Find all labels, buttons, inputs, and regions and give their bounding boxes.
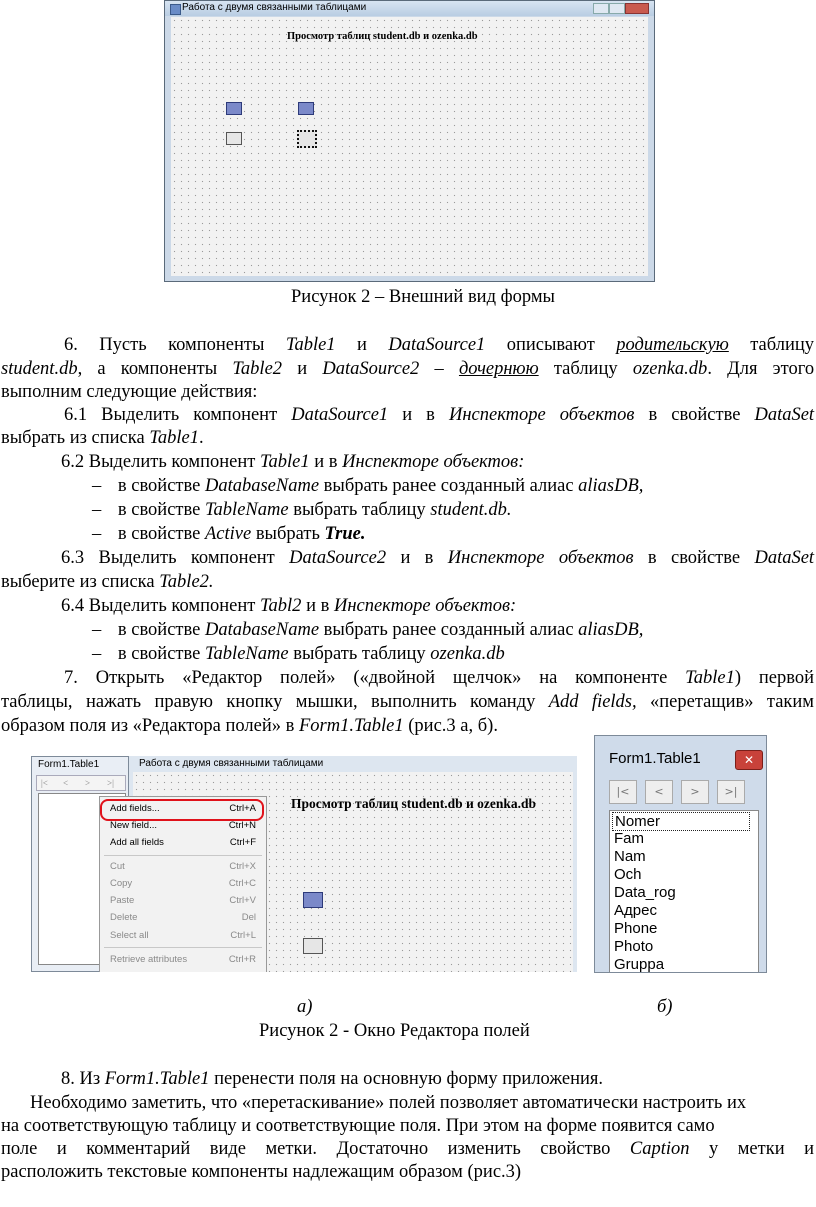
menu-item-select-all[interactable]: Select all Ctrl+L	[110, 930, 256, 941]
fields-editor-title-a: Form1.Table1	[38, 759, 100, 770]
figure-2b-fields-editor	[594, 735, 767, 973]
field-item[interactable]: Fam	[614, 830, 644, 847]
close-icon: ✕	[743, 753, 755, 767]
table1-component-icon[interactable]	[226, 102, 242, 115]
nav-next-icon[interactable]: >	[681, 780, 709, 804]
menu-item-delete[interactable]: Delete Del	[110, 912, 256, 923]
form-heading-a: Просмотр таблиц student.db и ozenka.db	[291, 796, 537, 811]
menu-item-add-all-fields[interactable]: Add all fields Ctrl+F	[110, 837, 256, 848]
para-7-line3: образом поля из «Редактора полей» в Form1.Table1 (рис.3 а, б).	[1, 716, 498, 736]
datasource2-component-icon-selected[interactable]	[297, 130, 317, 148]
table2-component-icon[interactable]	[298, 102, 314, 115]
figure-1-caption: Рисунок 2 – Внешний вид формы	[291, 287, 555, 307]
nav-next-icon[interactable]: >	[85, 778, 91, 788]
field-item[interactable]: Och	[614, 866, 642, 883]
para-6-4: 6.4 Выделить компонент Tabl2 и в Инспекторе объектов:	[61, 596, 517, 616]
bullet-6-2-2: – в свойстве TableName выбрать таблицу student.db.	[92, 500, 512, 520]
para-8-line3: на соответствующую таблицу и соответствующие поля. При этом на форме появится само	[1, 1116, 715, 1136]
para-8-line4: поле и комментарий виде метки. Достаточно изменить свойство Caption у метки и	[1, 1139, 815, 1159]
para-6-1-line2: выбрать из списка Table1.	[1, 428, 204, 448]
nav-first-icon[interactable]: |<	[41, 778, 48, 788]
form-heading: Просмотр таблиц student.db и ozenka.db	[287, 31, 478, 42]
app-icon	[170, 4, 181, 15]
para-6-3-line1: 6.3 Выделить компонент DataSource2 и в Инспекторе объектов в свойстве DataSet	[61, 548, 815, 568]
datasource1-component-icon[interactable]	[226, 132, 242, 145]
nav-prior-icon[interactable]: <	[645, 780, 673, 804]
para-6-2: 6.2 Выделить компонент Table1 и в Инспекторе объектов:	[61, 452, 525, 472]
para-7-line1: 7. Открыть «Редактор полей» («двойной щелчок» на компоненте Table1) первой	[64, 668, 814, 688]
table1-component-icon-a[interactable]	[303, 892, 323, 908]
figure-1-form-window	[164, 0, 655, 282]
context-menu	[99, 796, 267, 972]
minimize-button[interactable]	[593, 3, 609, 14]
para-6-1-line1: 6.1 Выделить компонент DataSource1 и в Инспекторе объектов в свойстве DataSet	[64, 405, 815, 425]
field-item[interactable]: Nomer	[612, 812, 750, 831]
nav-last-icon[interactable]: >|	[717, 780, 745, 804]
bullet-6-2-3: – в свойстве Active выбрать True.	[92, 524, 366, 544]
para-6-line3: выполним следующие действия:	[1, 382, 258, 402]
figure-2-caption: Рисунок 2 - Окно Редактора полей	[259, 1021, 530, 1041]
menu-item-new-field[interactable]: New field... Ctrl+N	[110, 820, 256, 831]
fields-editor-nav-a	[36, 775, 126, 791]
menu-separator	[104, 855, 262, 856]
para-6-line2: student.db, а компоненты Table2 и DataSource2 – дочернюю таблицу ozenka.db. Для этого	[1, 359, 815, 379]
form-canvas	[171, 17, 648, 276]
para-6-line1: 6. Пусть компоненты Table1 и DataSource1 описывают родительскую таблицу	[64, 335, 815, 355]
nav-first-icon[interactable]: |<	[609, 780, 637, 804]
para-8-line2: Необходимо заметить, что «перетаскивание» полей позволяет автоматически настроить их	[30, 1093, 747, 1113]
datasource1-component-icon-a[interactable]	[303, 938, 323, 954]
nav-prior-icon[interactable]: <	[63, 778, 69, 788]
menu-item-copy[interactable]: Copy Ctrl+C	[110, 878, 256, 889]
para-8-line1: 8. Из Form1.Table1 перенести поля на основную форму приложения.	[61, 1069, 604, 1089]
figure-2-label-b: б)	[657, 997, 673, 1017]
bullet-6-2-1: – в свойстве DatabaseName выбрать ранее созданный алиас aliasDB,	[92, 476, 644, 496]
para-6-3-line2: выберите из списка Table2.	[1, 572, 214, 592]
fields-editor-title-b: Form1.Table1	[609, 750, 701, 767]
main-window-title-a: Работа с двумя связанными таблицами	[139, 758, 324, 769]
fields-editor-nav-b	[609, 780, 755, 804]
figure-2a	[31, 756, 577, 972]
field-item[interactable]: Photo	[614, 938, 654, 955]
nav-last-icon[interactable]: >|	[107, 778, 114, 788]
close-button[interactable]	[625, 3, 649, 14]
field-item[interactable]: Gruppa	[614, 956, 665, 973]
close-button-b[interactable]	[735, 750, 763, 770]
para-8-line5: расположить текстовые компоненты надлежащим образом (рис.3)	[1, 1162, 522, 1182]
window-title: Работа с двумя связанными таблицами	[182, 2, 367, 13]
maximize-button[interactable]	[609, 3, 625, 14]
highlight-oval	[100, 799, 264, 821]
bullet-6-4-1: – в свойстве DatabaseName выбрать ранее созданный алиас aliasDB,	[92, 620, 644, 640]
bullet-6-4-2: – в свойстве TableName выбрать таблицу ozenka.db	[92, 644, 505, 664]
menu-item-paste[interactable]: Paste Ctrl+V	[110, 895, 256, 906]
figure-2-label-a: а)	[297, 997, 313, 1017]
menu-separator	[104, 947, 262, 948]
field-item[interactable]: Nam	[614, 848, 646, 865]
field-item[interactable]: Data_rog	[614, 884, 676, 901]
para-7-line2: таблицы, нажать правую кнопку мышки, выполнить команду Add fields, «перетащив» таким	[1, 692, 815, 712]
menu-item-add-fields[interactable]: Add fields... Ctrl+A	[110, 803, 256, 814]
field-item[interactable]: Адрес	[614, 902, 657, 919]
menu-item-cut[interactable]: Cut Ctrl+X	[110, 861, 256, 872]
window-titlebar	[165, 1, 654, 16]
fields-list-b[interactable]	[609, 810, 759, 973]
field-item[interactable]: Phone	[614, 920, 658, 937]
menu-item-retrieve-attributes[interactable]: Retrieve attributes Ctrl+R	[110, 954, 256, 965]
